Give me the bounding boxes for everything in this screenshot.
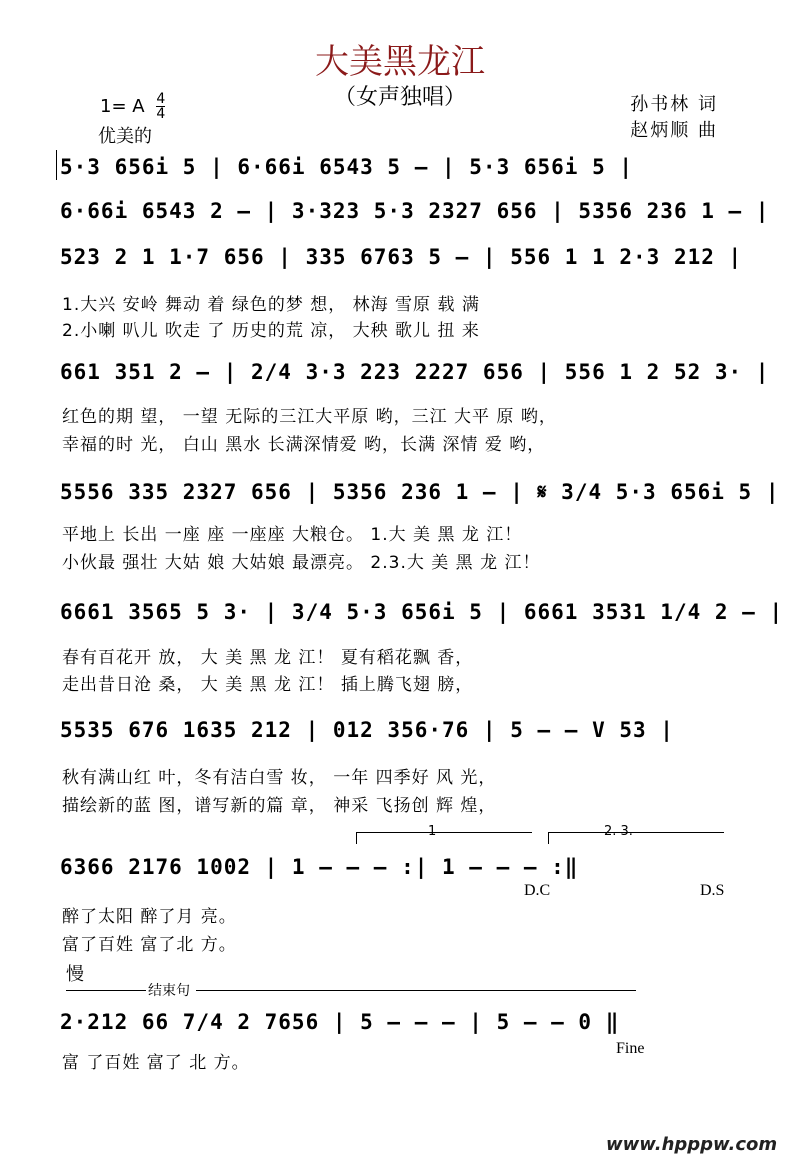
ds-marking: D.S bbox=[700, 882, 725, 899]
lyric-line-9: 富 了百姓 富了 北 方。 bbox=[62, 1053, 250, 1073]
meter-top: 4 bbox=[156, 91, 166, 107]
meter-bottom: 4 bbox=[156, 106, 166, 122]
song-subtitle: （女声独唱） bbox=[333, 85, 466, 110]
tempo-marking: 优美的 bbox=[98, 126, 152, 147]
score-line-5: 5556 335 2327 656 | 5356 236 1 — | 𝄋 3/4 5·3 656i 5 | bbox=[60, 480, 780, 504]
slow-marking: 慢 bbox=[66, 964, 84, 985]
ending-bracket-left bbox=[66, 990, 146, 991]
key-signature bbox=[100, 92, 165, 121]
dc-marking: D.C bbox=[524, 882, 551, 899]
key-label: 1= A bbox=[100, 96, 145, 117]
lyric-line-8-verse2: 富了百姓 富了北 方。 bbox=[62, 935, 237, 955]
time-signature bbox=[156, 92, 165, 121]
lyric-line-6-verse2: 走出昔日沧 桑， 大 美 黑 龙 江！ 插上腾飞翅 膀， bbox=[62, 675, 474, 695]
lyric-line-5-verse1: 平地上 长出 一座 座 一座座 大粮仓。 1.大 美 黑 龙 江！ bbox=[62, 525, 523, 545]
score-line-1: 5·3 656i 5 | 6·66i 6543 5 — | 5·3 656i 5 | bbox=[60, 155, 634, 179]
lyric-line-7-verse1: 秋有满山红 叶，冬有洁白雪 妆， 一年 四季好 风 光， bbox=[62, 768, 497, 788]
score-line-2: 6·66i 6543 2 — | 3·323 5·3 2327 656 | 5356 236 1 — | bbox=[60, 199, 770, 223]
volta-2-bracket bbox=[548, 832, 724, 833]
score-line-7: 5535 676 1635 212 | 012 356·76 | 5 — — V 53 | bbox=[60, 718, 674, 742]
lyric-line-4-verse1: 红色的期 望， 一望 无际的三江大平原 哟，三江 大平 原 哟， bbox=[62, 407, 557, 427]
score-line-6: 6661 3565 5 3· | 3/4 5·3 656i 5 | 6661 3531 1/4 2 — | bbox=[60, 600, 784, 624]
lyric-line-3-verse2: 2.小喇 叭儿 吹走 了 历史的荒 凉， 大秧 歌儿 扭 来 bbox=[62, 321, 480, 341]
start-barline bbox=[56, 150, 57, 180]
fine-marking: Fine bbox=[616, 1040, 645, 1057]
lyric-line-4-verse2: 幸福的时 光， 白山 黑水 长满深情爱 哟，长满 深情 爱 哟， bbox=[62, 435, 546, 455]
lyric-line-7-verse2: 描绘新的蓝 图，谱写新的篇 章， 神采 飞扬创 辉 煌， bbox=[62, 796, 497, 816]
score-line-3: 523 2 1 1·7 656 | 335 6763 5 — | 556 1 1 2·3 212 | bbox=[60, 245, 743, 269]
score-line-8: 6366 2176 1002 | 1 — — — :| 1 — — — :‖ bbox=[60, 855, 579, 879]
score-line-9: 2·212 66 7/4 2 7656 | 5 — — — | 5 — — 0 ‖ bbox=[60, 1010, 620, 1034]
lyric-line-8-verse1: 醉了太阳 醉了月 亮。 bbox=[62, 907, 237, 927]
volta-1-left bbox=[356, 832, 357, 844]
lyricist: 孙书林 词 bbox=[630, 94, 718, 115]
website-watermark: www.hpppw.com bbox=[606, 1134, 778, 1155]
lyric-line-5-verse2: 小伙最 强壮 大姑 娘 大姑娘 最漂亮。 2.3.大 美 黑 龙 江！ bbox=[62, 553, 541, 573]
ending-label: 结束句 bbox=[148, 983, 190, 999]
score-line-4: 661 351 2 — | 2/4 3·3 223 2227 656 | 556 1 2 52 3· | bbox=[60, 360, 770, 384]
composer: 赵炳顺 曲 bbox=[630, 120, 718, 141]
volta-2-label: 2. 3. bbox=[604, 824, 633, 839]
song-title: 大美黑龙江 bbox=[315, 42, 485, 82]
credits bbox=[630, 92, 718, 144]
volta-2-left bbox=[548, 832, 549, 844]
ending-bracket-right bbox=[196, 990, 636, 991]
volta-1-bracket bbox=[356, 832, 532, 833]
lyric-line-6-verse1: 春有百花开 放， 大 美 黑 龙 江！ 夏有稻花飘 香， bbox=[62, 648, 474, 668]
lyric-line-3-verse1: 1.大兴 安岭 舞动 着 绿色的梦 想， 林海 雪原 载 满 bbox=[62, 295, 480, 315]
volta-1-label: 1 bbox=[428, 824, 437, 839]
